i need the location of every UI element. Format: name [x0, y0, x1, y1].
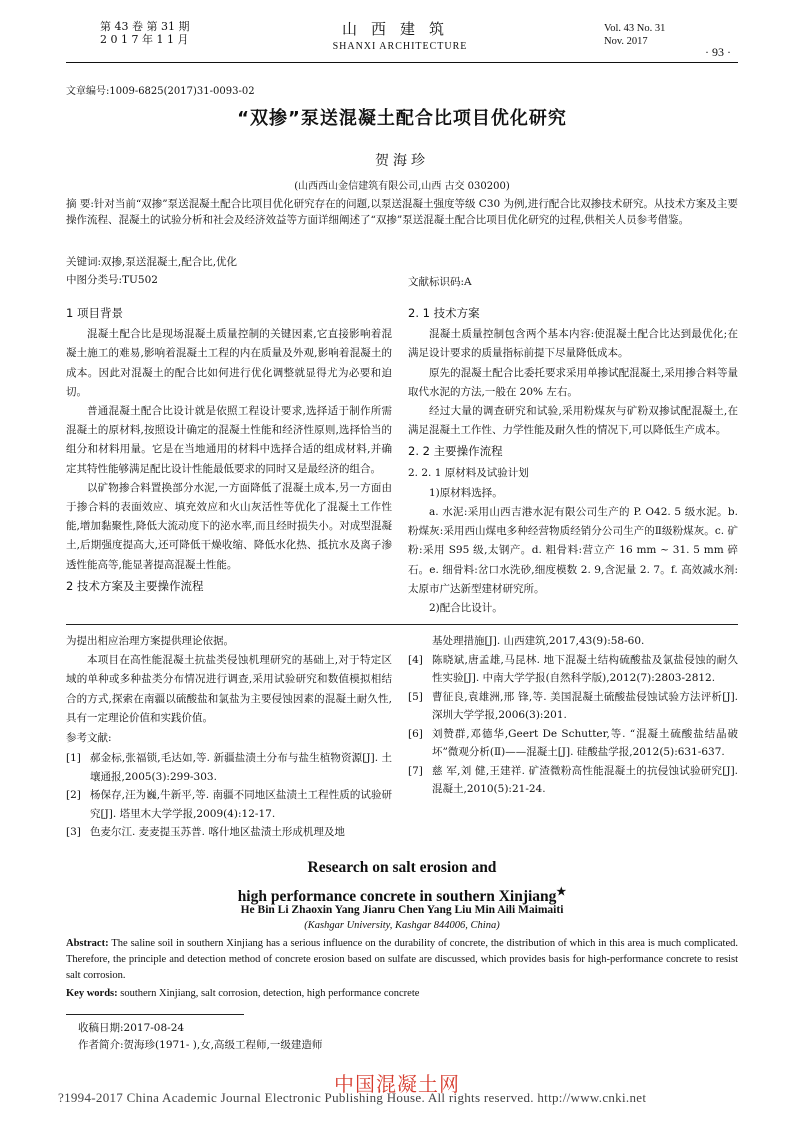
- header-rule: [66, 62, 738, 63]
- reference-item: [66, 786, 392, 823]
- header-volume-cn: [100, 20, 189, 46]
- english-affiliation: (Kashgar University, Kashgar 844006, China): [304, 920, 500, 931]
- paragraph: 原先的混凝土配合比委托要求采用单掺试配混凝土,采用掺合料等量取代水泥的方法,一般在 20% 左右。: [408, 366, 738, 398]
- author-name: 贺海珍: [375, 153, 429, 169]
- reference-number: [2]: [66, 789, 81, 802]
- star-icon: ★: [556, 886, 567, 898]
- list-item: 1)原材料选择。: [429, 486, 503, 499]
- reference-text: 刘赞群,邓德华,Geert De Schutter,等. “混凝土硫酸盐结晶破坏”微观分析(Ⅱ)——混凝土[J]. 硅酸盐学报,2012(5):631-637.: [432, 727, 738, 758]
- reference-number: [5]: [408, 690, 423, 703]
- reference-item: [66, 823, 392, 842]
- document-code: [408, 274, 472, 289]
- article-number: 文章编号:1009-6825(2017)31-0093-02: [66, 86, 255, 97]
- article-divider: [66, 624, 738, 625]
- copyright-footer: ?1994-2017 China Academic Journal Electronic Publishing House. All rights reserved. http://www.cnki.net: [58, 1090, 647, 1105]
- references-label: 参考文献:: [66, 732, 112, 745]
- paragraph: 混凝土配合比是现场混凝土质量控制的关键因素,它直接影响着混凝土施工的难易,影响着混凝土工程的内在质量及外观,影响着混凝土的成本。因此对混凝土的配合比如何进行优化调整就显得尤为必要和迫切。: [66, 328, 392, 398]
- paragraph: 为提出相应治理方案提供理论依据。: [66, 635, 234, 647]
- body-right-column: [408, 302, 738, 618]
- paragraph: 以矿物掺合料置换部分水泥,一方面降低了混凝土成本,另一方面由于掺合料的表面效应、填充效应和火山灰活性等优化了混凝土工作性能,增加黏聚性,降低大流动度下的泌水率,而且经时损失小。对成型混凝土,后期强度提高大,还可降低干燥收缩、降低水化热、抵抗水及离子渗透性能高等,能显著提高混凝土性能。: [66, 481, 392, 571]
- header-vol-cn: 第 43 卷 第 31 期: [100, 20, 190, 33]
- reference-text: 曹征良,袁雄洲,邢 锋,等. 美国混凝土硫酸盐侵蚀试验方法评析[J]. 深圳大学学报,2006(3):201.: [432, 690, 738, 721]
- english-keywords-label: Key words:: [66, 988, 118, 999]
- english-abstract-text: The saline soil in southern Xinjiang has a serious influence on the durability of concrete, the distribution of which in this area is much complicated. Therefore, the principle and detection method of concrete erosion based on sulfate are discussed, which provides basis for high-performance concrete to resist salt corrosion.: [66, 938, 739, 981]
- abstract-label: 摘 要:: [66, 198, 94, 210]
- header-date-cn: 2 0 1 7 年 1 1 月: [100, 33, 189, 46]
- footnote-received: 收稿日期:2017-08-24: [78, 1022, 185, 1034]
- page-number: · 93 ·: [705, 45, 731, 59]
- list-item: 2)配合比设计。: [429, 602, 503, 615]
- reference-number: [4]: [408, 653, 423, 666]
- footnote-author-bio: 作者简介:贺海珍(1971- ),女,高级工程师,一级建造师: [78, 1039, 323, 1051]
- clc-value: TU502: [122, 274, 158, 286]
- keywords-label: 关键词:: [66, 256, 102, 268]
- clc-number: [66, 272, 158, 287]
- reference-text: 慈 军,刘 健,王建祥. 矿渣微粉高性能混凝土的抗侵蚀试验研究[J]. 混凝土,2010(5):21-24.: [432, 764, 738, 795]
- reference-text: 陈晓斌,唐孟雄,马昆林. 地下混凝土结构硫酸盐及氯盐侵蚀的耐久性实验[J]. 中南大学学报(自然科学版),2012(7):2803-2812.: [432, 653, 738, 684]
- abstract-cn: [66, 196, 738, 228]
- english-authors: He Bin Li Zhaoxin Yang Jianru Chen Yang Liu Min Aili Maimaiti: [240, 904, 564, 916]
- english-abstract-label: Abstract:: [66, 938, 109, 949]
- english-keywords: [66, 988, 738, 999]
- reference-number: [3]: [66, 826, 81, 839]
- lower-left-column: [66, 632, 392, 842]
- section-2-heading: 2 技术方案及主要操作流程: [66, 578, 204, 593]
- english-abstract: [66, 936, 738, 984]
- english-keywords-text: southern Xinjiang, salt corrosion, detection, high performance concrete: [120, 988, 420, 999]
- keywords-cn: [66, 254, 738, 269]
- paragraph: 普通混凝土配合比设计就是依照工程设计要求,选择适于制作所需混凝土的原材料,按照设计确定的混凝土性能和经济性原则,选择恰当的组分和材料用量。它是在当地通用的材料中选择合适的组成材料,并确定其特性能够满足配比设计性能最低要求的同时又是最经济的组合。: [66, 405, 392, 475]
- reference-text: 基处理措施[J]. 山西建筑,2017,43(9):58-60.: [432, 635, 645, 647]
- body-left-column: [66, 302, 392, 598]
- keywords-text: 双掺,泵送混凝土,配合比,优化: [101, 256, 238, 268]
- reference-item: [408, 762, 738, 799]
- reference-item: [66, 749, 392, 786]
- paragraph: a. 水泥:采用山西吉港水泥有限公司生产的 P. O42. 5 级水泥。b. 粉煤灰:采用西山煤电多种经营物质经销分公司生产的Ⅱ级粉煤灰。c. 矿粉:采用 S95 级,太钢产。d. 粗骨料:营立产 16 mm ~ 31. 5 mm 碎石。e. 细骨料:岔口水洗砂,细度模数 2. 9,含泥量 2. 7。f. 高效减水剂:太原市广达新型建材研究所。: [408, 506, 738, 595]
- paragraph: 本项目在高性能混凝土抗盐类侵蚀机理研究的基础上,对于特定区域的单种或多种盐类分布情况进行调查,采用试验研究和数值模拟相结合的方式,探索在南疆以硫酸盐和氯盐为主要侵蚀因素的混凝土耐久性,具有一定理论价值和实践价值。: [66, 654, 392, 724]
- section-2-1-heading: 2. 1 技术方案: [408, 306, 480, 320]
- reference-item: [408, 688, 738, 725]
- reference-number: [1]: [66, 752, 81, 765]
- clc-label: 中图分类号:: [66, 274, 123, 286]
- reference-item: [408, 725, 738, 762]
- paragraph: 经过大量的调查研究和试验,采用粉煤灰与矿粉双掺试配混凝土,在满足混凝土工作性、力学性能及耐久性的情况下,可以降低生产成本。: [408, 405, 738, 437]
- section-1-heading: 1 项目背景: [66, 306, 123, 320]
- header-volume-en: [604, 22, 665, 48]
- journal-name-cn: 山西建筑: [341, 20, 458, 38]
- doc-code-label: 文献标识码:: [408, 276, 465, 288]
- header-date-en: Nov. 2017: [604, 36, 648, 47]
- journal-name-en: SHANXI ARCHITECTURE: [332, 41, 468, 52]
- article-title: “双掺”泵送混凝土配合比项目优化研究: [237, 108, 567, 129]
- abstract-text: 针对当前“双掺”泵送混凝土配合比项目优化研究存在的问题,以泵送混凝土强度等级 C30 为例,进行配合比双掺技术研究。从技术方案及主要操作流程、混凝土的试验分析和社会及经济效益等方面详细阐述了“双掺”泵送混凝土配合比项目优化研究的过程,供相关人员参考借鉴。: [66, 198, 738, 226]
- header-vol-en: Vol. 43 No. 31: [604, 23, 666, 34]
- paragraph: 混凝土质量控制包含两个基本内容:使混凝土配合比达到最优化;在满足设计要求的质量指标前提下尽量降低成本。: [408, 328, 738, 360]
- english-title-line1: Research on salt erosion and: [307, 859, 497, 876]
- section-2-2-heading: 2. 2 主要操作流程: [408, 444, 503, 459]
- reference-text: 杨保存,汪为巍,牛新平,等. 南疆不同地区盐渍土工程性质的试验研究[J]. 塔里木大学学报,2009(4):12-17.: [90, 789, 392, 820]
- english-title: [66, 856, 738, 909]
- site-watermark: 中国混凝土网: [334, 1072, 460, 1096]
- reference-continuation: [408, 632, 738, 651]
- english-title-text: high performance concrete in southern Xinjiang: [237, 888, 557, 906]
- author-affiliation: (山西西山金信建筑有限公司,山西 古交 030200): [294, 181, 510, 192]
- footnote-rule: [66, 1014, 244, 1015]
- section-2-2-1-heading: 2. 2. 1 原材料及试验计划: [408, 466, 529, 479]
- doc-code-value: A: [464, 276, 472, 288]
- lower-right-column: [408, 632, 738, 799]
- reference-number: [7]: [408, 764, 423, 777]
- reference-item: [408, 651, 738, 688]
- journal-name: [300, 18, 500, 52]
- reference-number: [6]: [408, 727, 423, 740]
- reference-text: 郝金标,张福锁,毛达如,等. 新疆盐渍土分布与盐生植物资源[J]. 土壤通报,2005(3):299-303.: [90, 752, 392, 783]
- reference-text: 色麦尔江. 麦麦提玉苏普. 喀什地区盐渍土形成机理及地: [90, 826, 345, 839]
